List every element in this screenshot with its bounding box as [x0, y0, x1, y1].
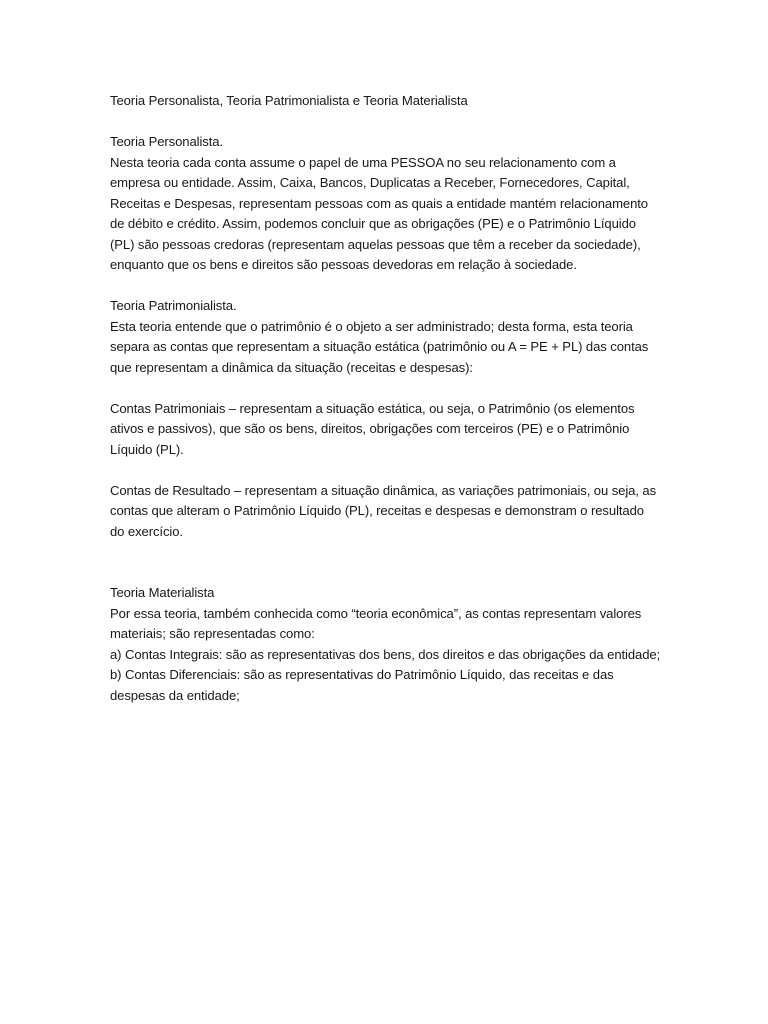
paragraph-line: materiais; são representadas como:	[110, 626, 315, 641]
section-heading: Teoria Materialista	[110, 585, 215, 600]
paragraph-line: Contas Patrimoniais – representam a situação estática, ou seja, o Patrimônio (os elementos	[110, 400, 635, 416]
spacer	[110, 276, 670, 297]
paragraph-line: Líquido (PL).	[110, 441, 184, 457]
paragraph-line: Esta teoria entende que o patrimônio é o objeto a ser administrado; desta forma, esta teoria	[110, 318, 633, 334]
paragraph-line: ativos e passivos), que são os bens, direitos, obrigações com terceiros (PE) e o Patrimônio	[110, 421, 630, 436]
paragraph-line: contas que alteram o Patrimônio Líquido (PL), receitas e despesas e demonstram o resultado	[110, 503, 644, 518]
spacer	[110, 542, 670, 583]
spacer	[110, 112, 670, 133]
list-item-continuation: despesas da entidade;	[110, 687, 240, 703]
section-materialista	[110, 583, 670, 706]
paragraph-line: separa as contas que representam a situação estática (patrimônio ou A = PE + PL) das contas	[110, 339, 649, 354]
paragraph-contas-resultado	[110, 481, 670, 543]
document-body	[110, 91, 670, 706]
list-item: b) Contas Diferenciais: são as representativas do Patrimônio Líquido, das receitas e das	[110, 667, 614, 682]
section-heading: Teoria Personalista.	[110, 134, 223, 149]
paragraph-line: do exercício.	[110, 523, 183, 539]
paragraph-contas-patrimoniais	[110, 399, 670, 461]
section-patrimonialista	[110, 296, 670, 378]
spacer	[110, 460, 670, 481]
paragraph-line: Receitas e Despesas, representam pessoas com as quais a entidade mantém relacionamento	[110, 195, 648, 211]
spacer	[110, 378, 670, 399]
paragraph-line: Por essa teoria, também conhecida como “teoria econômica”, as contas representam valores	[110, 605, 642, 621]
paragraph-line: (PL) são pessoas credoras (representam aquelas pessoas que têm a receber da sociedade),	[110, 236, 641, 252]
section-heading: Teoria Patrimonialista.	[110, 298, 237, 313]
paragraph-line: enquanto que os bens e direitos são pessoas devedoras em relação à sociedade.	[110, 257, 577, 272]
document-title: Teoria Personalista, Teoria Patrimonialista e Teoria Materialista	[110, 93, 468, 108]
paragraph-line: empresa ou entidade. Assim, Caixa, Bancos, Duplicatas a Receber, Fornecedores, Capital,	[110, 175, 630, 190]
list-item: a) Contas Integrais: são as representativas dos bens, dos direitos e das obrigações da entidade;	[110, 646, 661, 662]
section-personalista	[110, 132, 670, 276]
paragraph-line: Nesta teoria cada conta assume o papel de uma PESSOA no seu relacionamento com a	[110, 154, 616, 170]
paragraph-line: que representam a dinâmica da situação (receitas e despesas):	[110, 359, 473, 375]
paragraph-line: de débito e crédito. Assim, podemos concluir que as obrigações (PE) e o Patrimônio Líquido	[110, 216, 636, 231]
paragraph-line: Contas de Resultado – representam a situação dinâmica, as variações patrimoniais, ou seja, as	[110, 482, 657, 498]
